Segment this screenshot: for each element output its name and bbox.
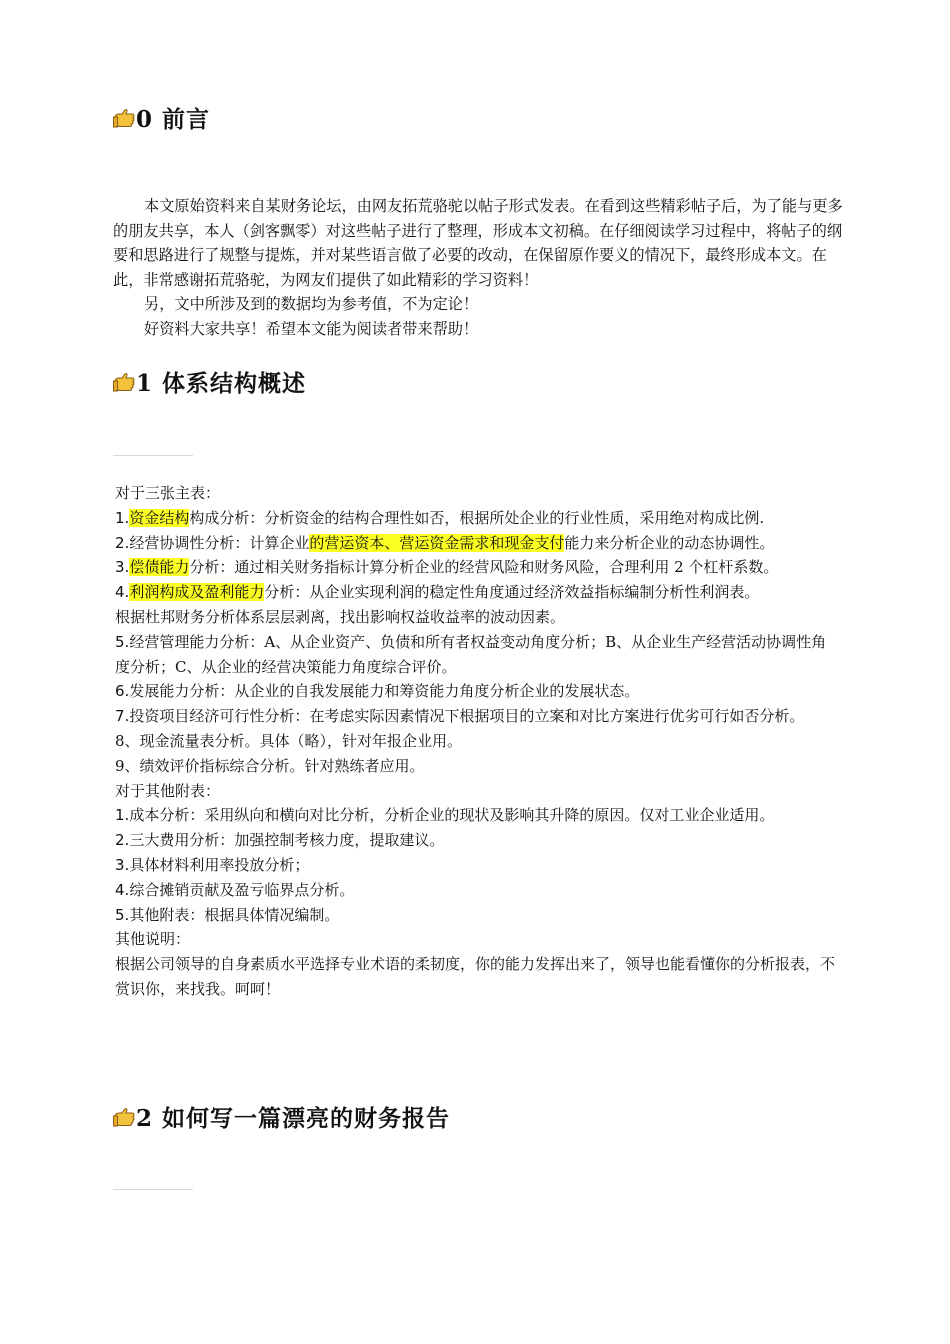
note-text: 根据公司领导的自身素质水平选择专业术语的柔韧度，你的能力发挥出来了，领导也能看懂你的分析报表，不赏识你，来找我。呵呵！ [115,955,836,998]
section-1-body [115,481,855,1002]
list-item: 7.投资项目经济可行性分析：在考虑实际因素情况下根据项目的立案和对比方案进行优劣可行如否分析。 [115,707,805,726]
list-item: 5.经营管理能力分析：A、从企业资产、负债和所有者权益变动角度分析；B、从企业生产经营活动协调性角度分析；C、从企业的经营决策能力角度综合评价。 [115,632,827,676]
list-item: 4.综合摊销贡献及盈亏临界点分析。 [115,880,355,899]
section-2-title: 2 如何写一篇漂亮的财务报告 [136,1105,451,1132]
note-header: 其他说明： [115,930,191,949]
list-item: 8、现金流量表分析。具体（略），针对年报企业用。 [115,731,463,750]
section-1-heading [113,365,306,398]
main-tables-header: 对于三张主表： [115,484,221,502]
list-item: 3.偿债能力分析：通过相关财务指标计算分析企业的经营风险和财务风险，合理利用 2 个杠杆系数。 [115,558,779,577]
list-item: 2.经营协调性分析：计算企业的营运资本、营运资金需求和现金支付能力来分析企业的动态协调性。 [115,533,775,552]
list-item: 4.利润构成及盈利能力分析：从企业实现利润的稳定性角度通过经济效益指标编制分析性利润表。 [115,583,760,602]
divider [113,455,193,456]
list-item: 5.其他附表：根据具体情况编制。 [115,905,340,924]
section-2-heading [113,1100,450,1133]
list-item: 2.三大费用分析：加强控制考核力度，提取建议。 [115,831,445,850]
preface-block [113,194,843,341]
highlighted-term: 资金结构 [129,508,190,527]
pointing-hand-icon [113,1107,135,1127]
highlighted-term: 利润构成及盈利能力 [129,583,265,602]
pointing-hand-icon [113,372,135,392]
list-item: 1.成本分析：采用纵向和横向对比分析，分析企业的现状及影响其升降的原因。仅对工业企业适用。 [115,806,775,825]
section-0-title: 0 前言 [136,106,211,133]
list-item: 1.资金结构构成分析：分析资金的结构合理性如否，根据所处企业的行业性质，采用绝对构成比例. [115,508,765,527]
list-item: 6.发展能力分析：从企业的自我发展能力和筹资能力角度分析企业的发展状态。 [115,682,640,701]
preface-wish: 好资料大家共享！希望本文能为阅读者带来帮助！ [144,319,479,338]
preface-note: 另，文中所涉及到的数据均为参考值，不为定论！ [144,295,479,313]
list-item: 3.具体材料利用率投放分析； [115,855,310,874]
preface-paragraph: 本文原始资料来自某财务论坛，由网友拓荒骆驼以帖子形式发表。在看到这些精彩帖子后，为了能与更多的朋友共享，本人（剑客飘零）对这些帖子进行了整理，形成本文初稿。在仔细阅读学习过程中，将帖子的纲要和思路进行了规整与提炼，并对某些语言做了必要的改动，在保留原作要义的情况下，最终形成本文。在此，非常感谢拓荒骆驼，为网友们提供了如此精彩的学习资料！ [113,197,843,289]
section-1-title: 1 体系结构概述 [136,370,307,397]
pointing-hand-icon [113,108,135,128]
list-item-continuation: 根据杜邦财务分析体系层层剥离，找出影响权益收益率的波动因素。 [115,607,566,626]
highlighted-term: 的营运资本、营运资金需求和现金支付 [309,533,565,552]
highlighted-term: 偿债能力 [129,558,190,577]
section-0-heading [113,101,210,134]
other-tables-header: 对于其他附表： [115,781,221,800]
list-item: 9、绩效评价指标综合分析。针对熟练者应用。 [115,756,425,775]
divider [113,1189,193,1190]
